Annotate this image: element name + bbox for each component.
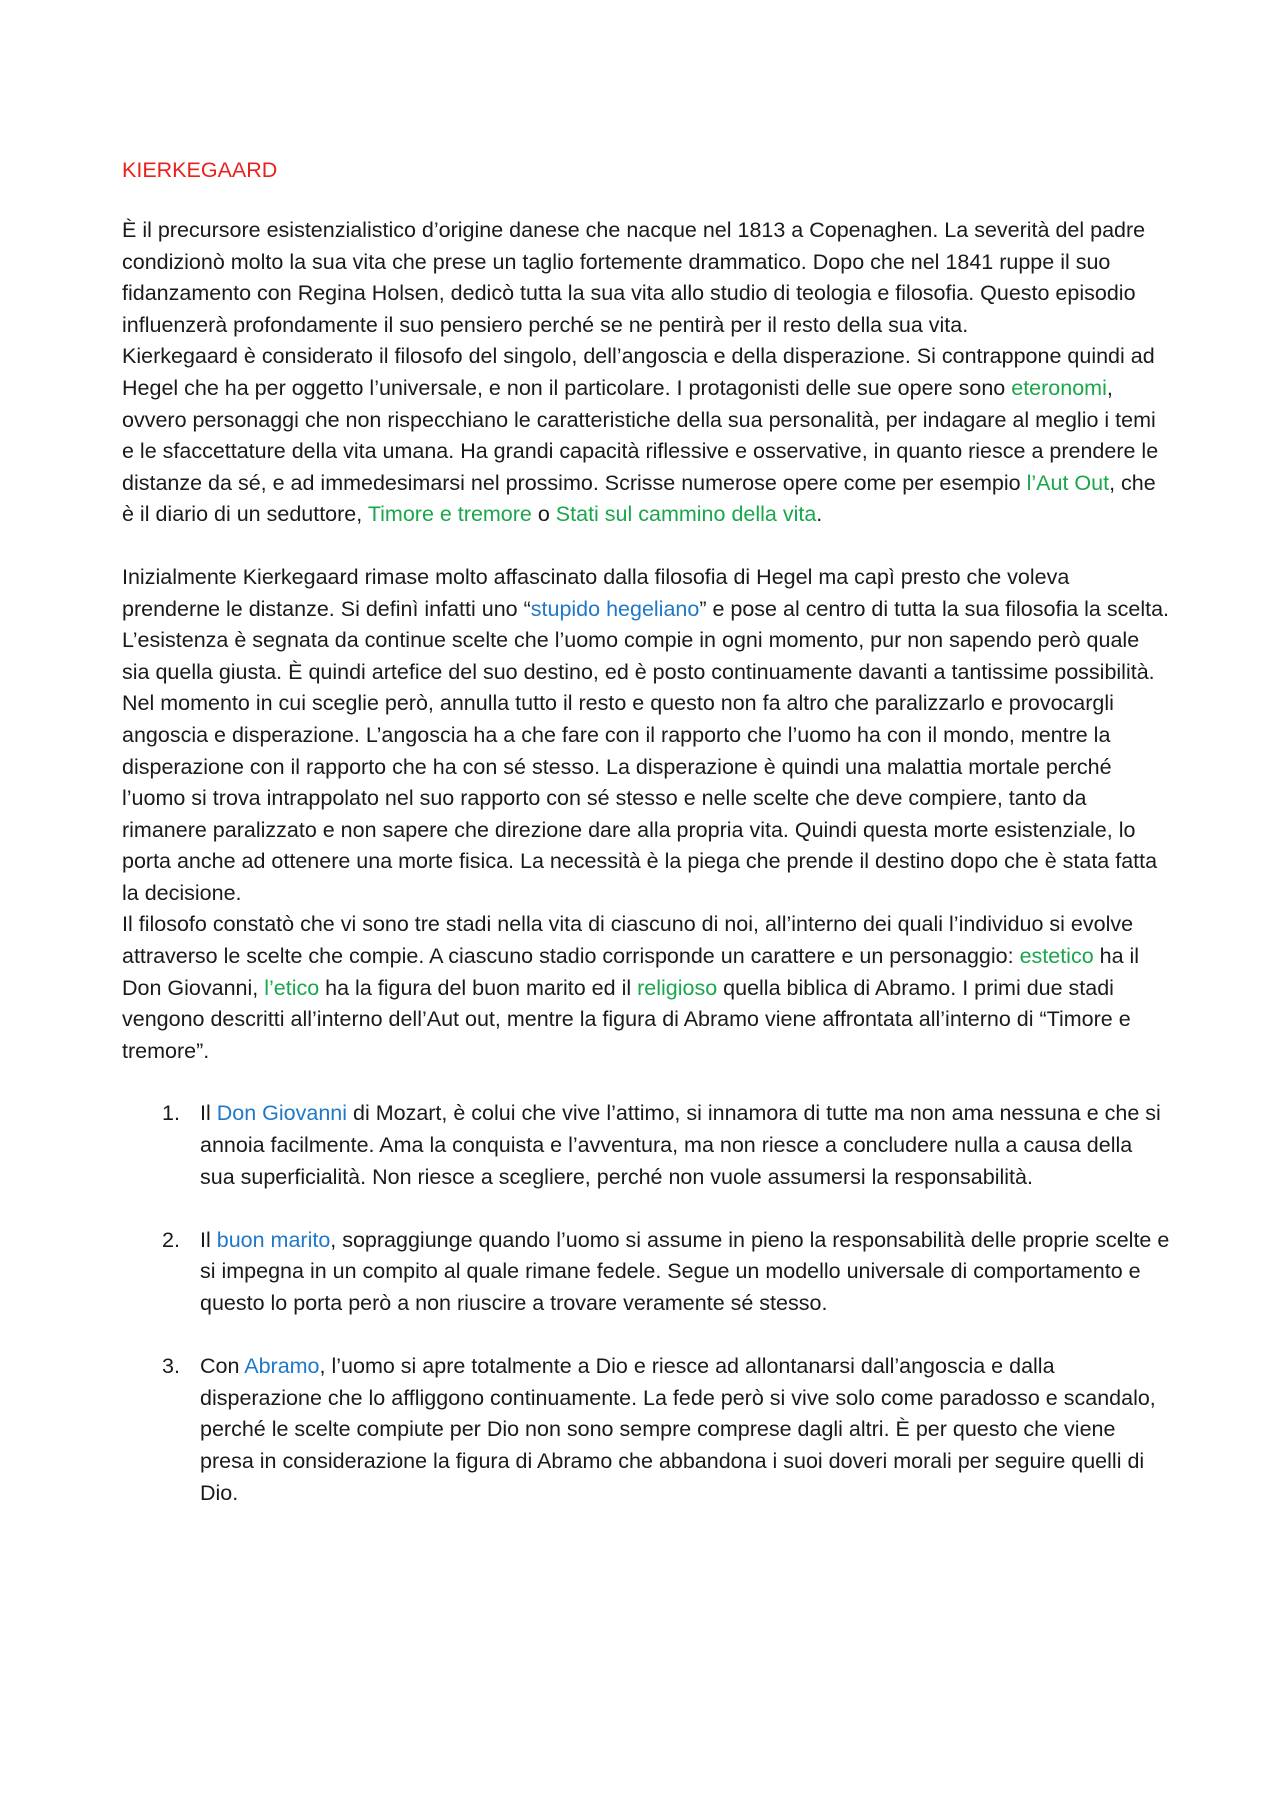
text-run: ha la figura del buon marito ed il [319, 975, 638, 1000]
text-run: Inizialmente Kierkegaard rimase molto affascinato dalla filosofia di Hegel ma capì presto che voleva prenderne le distanze. Si definì infatti uno “ [122, 564, 1070, 621]
text-run: ” e pose al centro di tutta la sua filosofia la scelta. L’esistenza è segnata da continue scelte che l’uomo compie in ogni momento, pur non sapendo però quale sia quella giusta. È quindi artefice del suo destino, ed è posto continuamente davanti a tantissime possibilità. Nel momento in cui sceglie però, annulla tutto il resto e questo non fa altro che paralizzarlo e provocargli angoscia e disperazione. L’angoscia ha a che fare con il rapporto che l’uomo ha con il mondo, mentre la disperazione con il rapporto che ha con sé stesso. La disperazione è quindi una malattia mortale perché l’uomo si trova intrappolato nel suo rapporto con sé stesso e nelle scelte che deve compiere, tanto da rimanere paralizzato e non sapere che direzione dare alla propria vita. Quindi questa morte esistenziale, lo porta anche ad ottenere una morte fisica. La necessità è la piega che prende il destino dopo che è stata fatta la decisione. [122, 596, 1170, 905]
term-stupido-hegeliano: stupido hegeliano [530, 596, 700, 621]
text-run: , l’uomo si apre totalmente a Dio e riesce ad allontanarsi dall’angoscia e dalla disperazione che lo affliggono continuamente. La fede però si vive solo come paradosso e scandalo, perché le scelte compiute per Dio non sono sempre comprese dagli altri. È per questo che viene presa in considerazione la figura di Abramo che abbandona i suoi doveri morali per seguire quelli di Dio. [200, 1354, 1156, 1505]
term-abramo: Abramo [244, 1354, 320, 1379]
term-eteronomi: eteronomi [1011, 375, 1107, 400]
paragraph-intro: È il precursore esistenzialistico d’origine danese che nacque nel 1813 a Copenaghen. La severità del padre condizionò molto la sua vita che prese un taglio fortemente drammatico. Dopo che nel 1841 ruppe il suo fidanzamento con Regina Holsen, dedicò tutta la sua vita allo studio di teologia e filosofia. Questo episodio influenzerà profondamente il suo pensiero perché se ne pentirà per il resto della sua vita. [122, 218, 1146, 337]
work-aut-out: l’Aut Out [1026, 470, 1110, 495]
term-buon-marito: buon marito [216, 1227, 331, 1252]
text-run: . [816, 502, 823, 527]
text-run: di Mozart, è colui che vive l’attimo, si innamora di tutte ma non ama nessuna e che si annoia facilmente. Ama la conquista e l’avventura, ma non riesce a concludere nulla a causa della sua superficialità. Non riesce a scegliere, perché non vuole assumersi la responsabilità. [200, 1101, 1161, 1189]
list-item-buon-marito [122, 1225, 1170, 1320]
text-run: Il [200, 1101, 217, 1126]
term-etico: l’etico [264, 975, 320, 1000]
work-timore-e-tremore: Timore e tremore [367, 502, 532, 527]
paragraph-singolo [122, 341, 1170, 531]
list-item-abramo [122, 1351, 1170, 1509]
text-run: ha il Don Giovanni, [122, 944, 1140, 1000]
list-number: 1. [162, 1101, 180, 1126]
text-run: Kierkegaard è considerato il filosofo del singolo, dell’angoscia e della disperazione. Si contrappone quindi ad Hegel che ha per oggetto l’universale, e non il particolare. I protagonisti delle sue opere sono [122, 344, 1155, 400]
term-don-giovanni: Don Giovanni [216, 1101, 348, 1126]
text-run: , sopraggiunge quando l’uomo si assume in pieno la responsabilità delle proprie scelte e si impegna in un compito al quale rimane fedele. Segue un modello universale di comportamento e questo lo porta però a non riuscire a trovare veramente sé stesso. [200, 1227, 1170, 1315]
list-number: 3. [162, 1354, 180, 1379]
text-run: Con [200, 1354, 245, 1379]
list-number: 2. [162, 1227, 180, 1252]
paragraph-spacer [122, 531, 1170, 562]
term-religioso: religioso [637, 975, 718, 1000]
text-run: , ovvero personaggi che non rispecchiano le caratteristiche della sua personalità, per indagare al meglio i temi e le sfaccettature della vita umana. Ha grandi capacità riflessive e osservative, in quanto riesce a prendere le distanze da sé, e ad immedesimarsi nel prossimo. Scrisse numerose opere come per esempio [122, 375, 1159, 495]
stages-list [122, 1098, 1170, 1509]
document-title: KIERKEGAARD [122, 158, 278, 182]
text-run: quella biblica di Abramo. I primi due stadi vengono descritti all’interno dell’Aut out, mentre la figura di Abramo viene affrontata all’interno di “Timore e tremore”. [122, 975, 1131, 1063]
work-stati-sul-cammino: Stati sul cammino della vita [555, 502, 817, 527]
paragraph-spacer [122, 1067, 1170, 1098]
term-estetico: estetico [1019, 944, 1094, 969]
text-run: o [531, 502, 556, 527]
text-run: , che è il diario di un seduttore, [122, 470, 1156, 527]
text-run: Il filosofo constatò che vi sono tre stadi nella vita di ciascuno di noi, all’interno dei quali l’individuo si evolve attraverso le scelte che compie. A ciascuno stadio corrisponde un carattere e un personaggio: [122, 912, 1134, 969]
paragraph-stadi [122, 909, 1170, 1067]
paragraph-scelta [122, 562, 1170, 910]
list-item-don-giovanni [122, 1098, 1170, 1193]
text-run: Il [200, 1227, 217, 1252]
